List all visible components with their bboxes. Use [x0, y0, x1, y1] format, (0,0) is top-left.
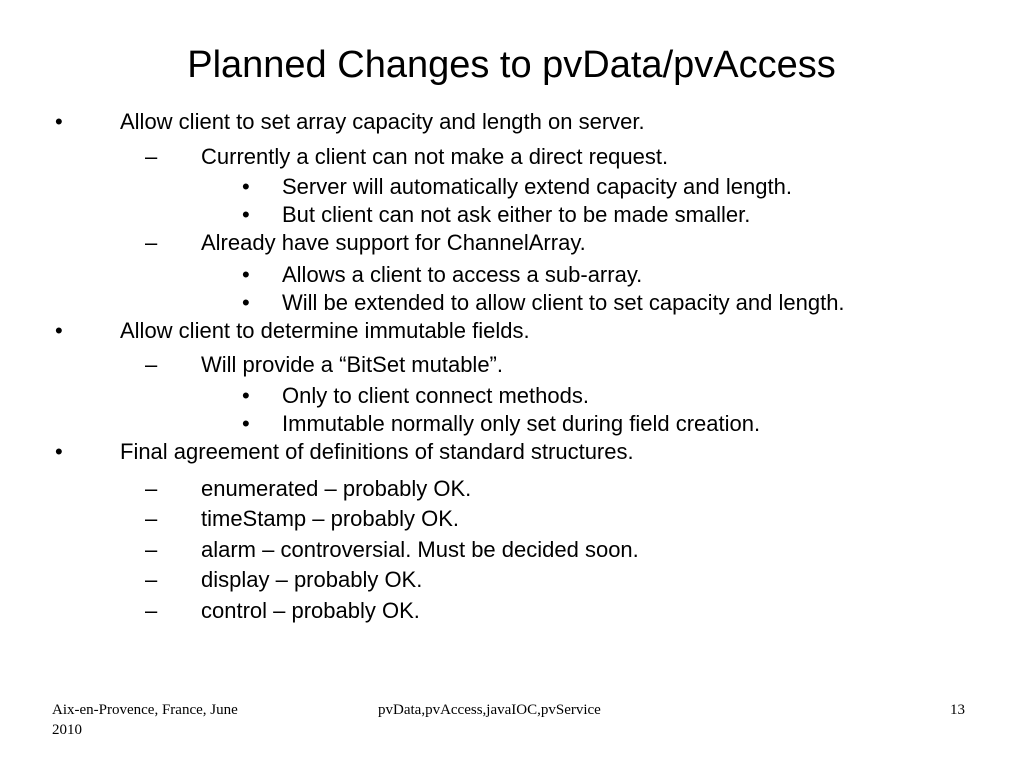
- bullet-marker: •: [55, 439, 63, 464]
- sub-sub-item: But client can not ask either to be made smaller.: [282, 202, 751, 227]
- sub-sub-item: Will be extended to allow client to set capacity and length.: [282, 290, 845, 315]
- footer-location-line1: Aix-en-Provence, France, June: [52, 702, 238, 718]
- sub-sub-item: Immutable normally only set during field creation.: [282, 411, 761, 436]
- bullet-item: Allow client to set array capacity and length on server.: [120, 109, 645, 134]
- sub-item: Will provide a “BitSet mutable”.: [201, 352, 503, 377]
- sub-item: Already have support for ChannelArray.: [201, 230, 586, 255]
- bullet-marker: •: [242, 290, 250, 315]
- dash-marker: –: [145, 598, 158, 623]
- sub-sub-item: Server will automatically extend capacity and length.: [282, 174, 792, 199]
- dash-marker: –: [145, 476, 158, 501]
- bullet-marker: •: [242, 383, 250, 408]
- sub-sub-item: Only to client connect methods.: [282, 383, 589, 408]
- dash-marker: –: [145, 506, 158, 531]
- bullet-item: Allow client to determine immutable fields.: [120, 318, 530, 343]
- dash-marker: –: [145, 144, 158, 169]
- bullet-marker: •: [55, 109, 63, 134]
- bullet-marker: •: [242, 174, 250, 199]
- sub-item: timeStamp – probably OK.: [201, 506, 460, 531]
- sub-item: enumerated – probably OK.: [201, 476, 472, 501]
- bullet-marker: •: [55, 318, 63, 343]
- bullet-marker: •: [242, 262, 250, 287]
- bullet-item: Final agreement of definitions of standard structures.: [120, 439, 634, 464]
- sub-item: Currently a client can not make a direct request.: [201, 144, 669, 169]
- dash-marker: –: [145, 230, 158, 255]
- page-number: 13: [950, 702, 965, 718]
- slide-title: Planned Changes to pvData/pvAccess: [187, 44, 836, 86]
- dash-marker: –: [145, 537, 158, 562]
- footer-location-line2: 2010: [52, 722, 82, 738]
- footer-center-text: pvData,pvAccess,javaIOC,pvService: [378, 702, 601, 718]
- sub-item: alarm – controversial. Must be decided soon.: [201, 537, 639, 562]
- sub-item: display – probably OK.: [201, 567, 423, 592]
- sub-item: control – probably OK.: [201, 598, 420, 623]
- dash-marker: –: [145, 352, 158, 377]
- bullet-marker: •: [242, 202, 250, 227]
- sub-sub-item: Allows a client to access a sub-array.: [282, 262, 643, 287]
- bullet-marker: •: [242, 411, 250, 436]
- dash-marker: –: [145, 567, 158, 592]
